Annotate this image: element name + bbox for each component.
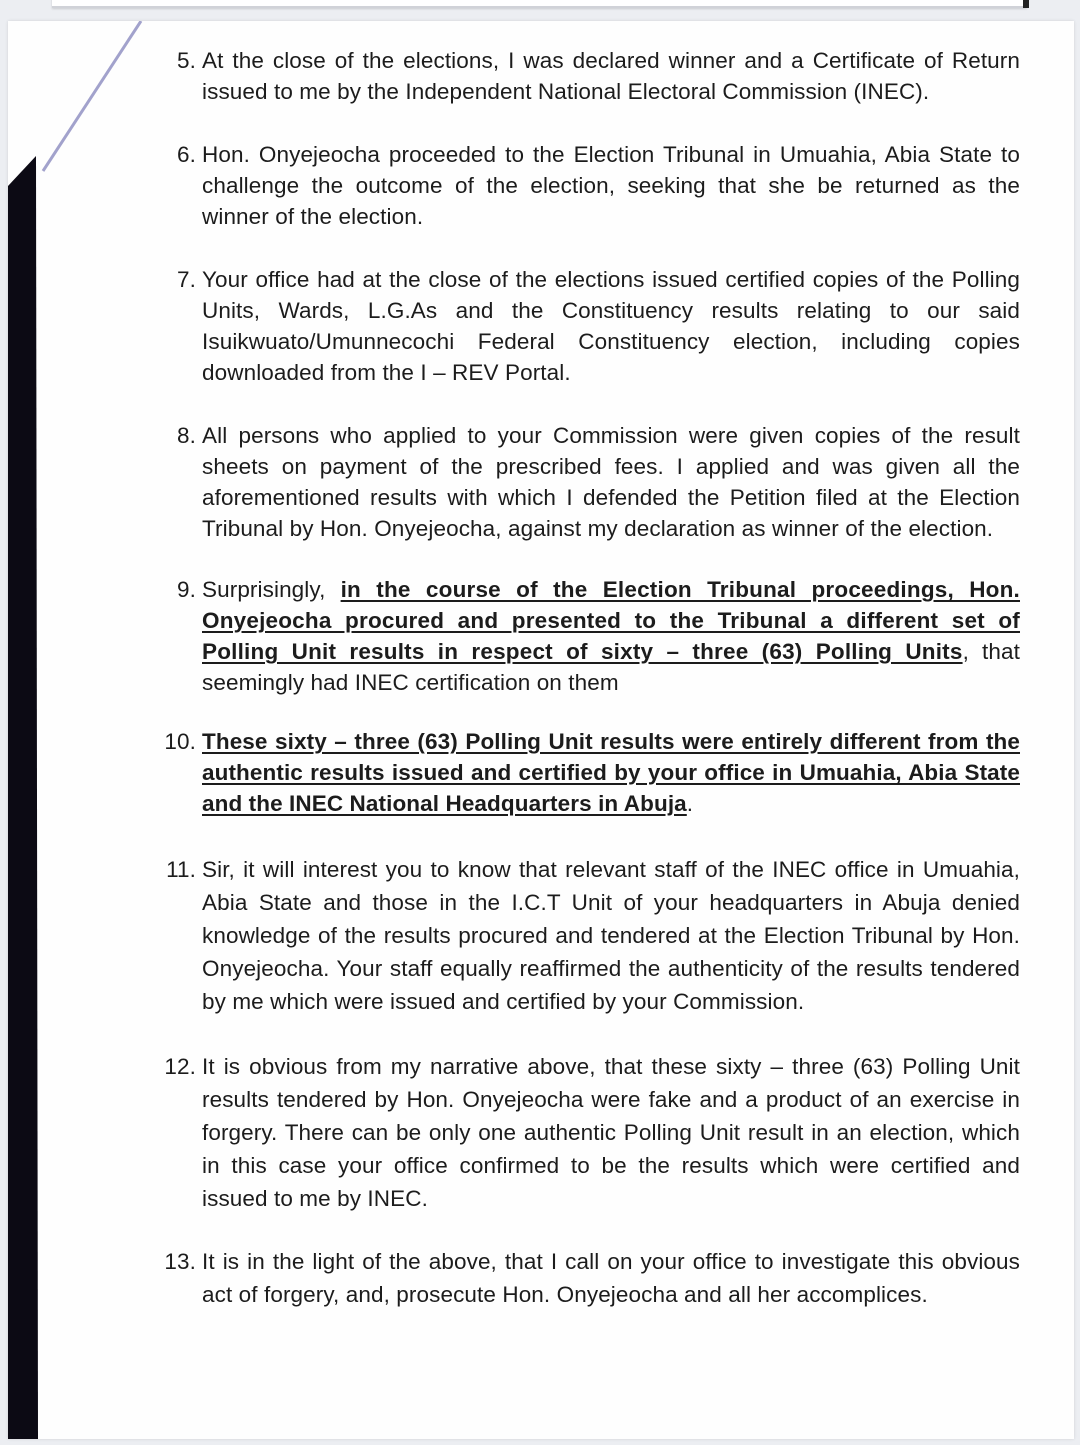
- paragraph-9: [160, 574, 1020, 698]
- paragraph-8: [160, 420, 1020, 544]
- letter-body: [160, 45, 1020, 1341]
- underlined-emphasis: in the course of the Election Tribunal proceedings, Hon. Onyejeocha procured and presented to the Tribunal a different set of Polling Unit results in respect of sixty – three (63) Polling Units: [202, 577, 1020, 664]
- paragraph-number: 5.: [177, 48, 196, 73]
- paragraph-11: [160, 853, 1020, 1018]
- paragraph-text: Hon. Onyejeocha proceeded to the Election Tribunal in Umuahia, Abia State to challenge the outcome of the election, seeking that she be returned as the winner of the election.: [202, 142, 1020, 229]
- paragraph-text: Sir, it will interest you to know that relevant staff of the INEC office in Umuahia, Abia State and those in the I.C.T Unit of your headquarters in Abuja denied knowledge of the results procured and tendered at the Election Tribunal by Hon. Onyejeocha. Your staff equally reaffirmed the authenticity of the results tendered by me which were issued and certified by your Commission.: [202, 857, 1020, 1014]
- paragraph-text: It is in the light of the above, that I call on your office to investigate this obvious act of forgery, and, prosecute Hon. Onyejeocha and all her accomplices.: [202, 1249, 1020, 1307]
- paragraph-text-tail: , that seemingly had INEC certification on them: [202, 639, 1020, 695]
- paragraph-13: [160, 1245, 1020, 1311]
- paragraph-number: 13.: [164, 1249, 196, 1274]
- paragraph-text: Your office had at the close of the elections issued certified copies of the Polling Units, Wards, L.G.As and the Constituency results relating to our said Isuikwuato/Umunnecochi Federal Constituency election, including copies downloaded from the I – REV Portal.: [202, 267, 1020, 385]
- paragraph-number: 12.: [164, 1054, 196, 1079]
- previous-page-edge: [52, 0, 1027, 8]
- paragraph-text: At the close of the elections, I was declared winner and a Certificate of Return issued to me by the Independent National Electoral Commission (INEC).: [202, 48, 1020, 104]
- paragraph-10: [160, 726, 1020, 819]
- paragraph-number: 8.: [177, 423, 196, 448]
- binder-clip-decoration: [8, 21, 168, 1439]
- paragraph-text: [202, 726, 1020, 819]
- paragraph-text-tail: .: [686, 791, 694, 816]
- paragraph-text: [202, 574, 1020, 698]
- paragraph-text: All persons who applied to your Commission were given copies of the result sheets on payment of the prescribed fees. I applied and was given all the aforementioned results with which I defended the Petition filed at the Election Tribunal by Hon. Onyejeocha, against my declaration as winner of the election.: [202, 423, 1020, 541]
- paragraph-number: 7.: [177, 267, 196, 292]
- paragraph-number: 11.: [166, 857, 196, 882]
- underlined-emphasis: These sixty – three (63) Polling Unit results were entirely different from the authentic results issued and certified by your office in Umuahia, Abia State and the INEC National Headquarters in Abuja: [202, 729, 1020, 816]
- paragraph-number: 6.: [177, 142, 196, 167]
- paragraph-6: [160, 139, 1020, 232]
- paragraph-5: [160, 45, 1020, 107]
- paragraph-12: [160, 1050, 1020, 1215]
- paragraph-text-intro: Surprisingly,: [202, 577, 341, 602]
- document-page: [8, 21, 1074, 1439]
- paragraph-7: [160, 264, 1020, 388]
- paragraph-number: 10.: [164, 729, 196, 754]
- paragraph-number: 9.: [177, 577, 196, 602]
- page-corner-shadow: [1023, 0, 1029, 8]
- paragraph-text: It is obvious from my narrative above, that these sixty – three (63) Polling Unit results tendered by Hon. Onyejeocha were fake and a product of an exercise in forgery. There can be only one authentic Polling Unit result in an election, which in this case your office confirmed to be the results which were certified and issued to me by INEC.: [202, 1054, 1020, 1211]
